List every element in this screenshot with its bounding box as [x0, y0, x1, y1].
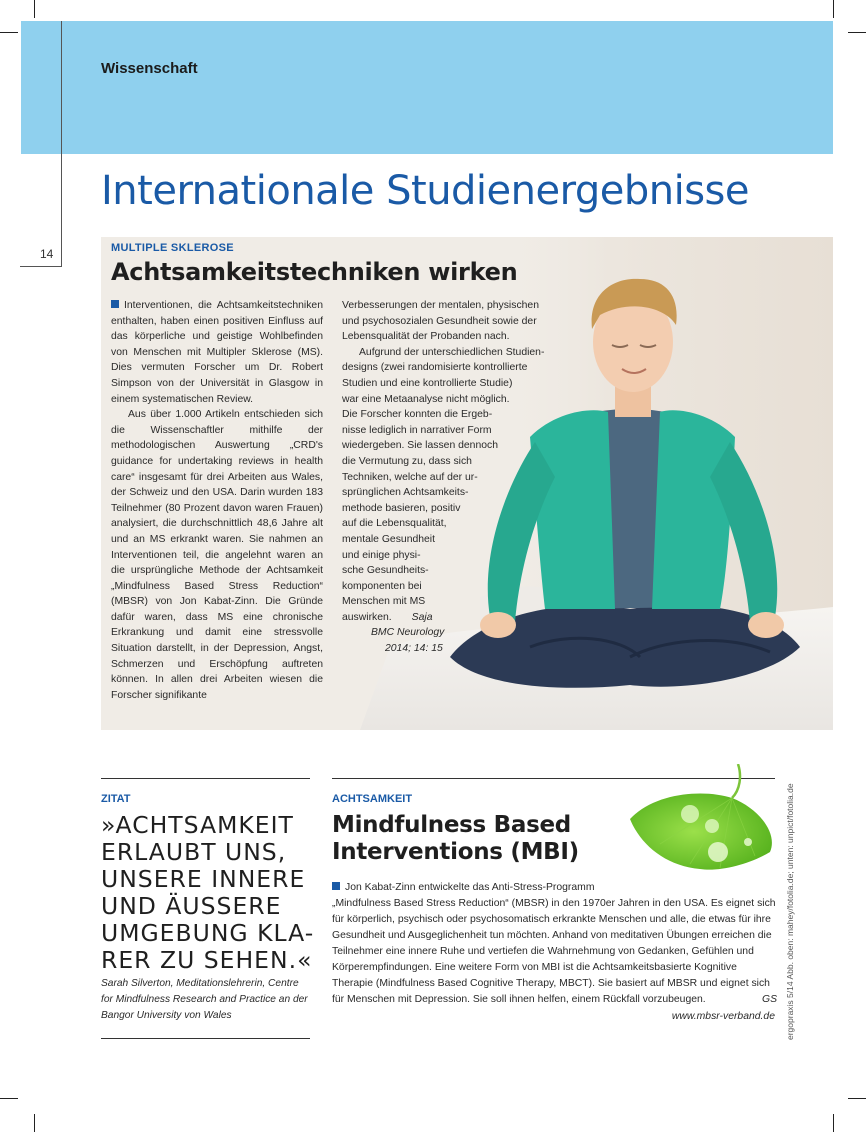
ms-col2-line: die Vermutung zu, dass sich [342, 455, 472, 467]
ms-col2-line: designs (zwei randomisierte kontrollierte [342, 362, 528, 374]
ms-col2-line: sche Gesundheits- [342, 565, 429, 577]
mbi-headline-line-2: Interventions (MBI) [332, 839, 579, 865]
quote-text: »ACHTSAMKEIT ERLAUBT UNS, UNSERE INNERE UND ÄUSSERE UMGEBUNG KLA-RER ZU SEHEN.« [101, 811, 315, 974]
section-label: Wissenschaft [101, 60, 198, 77]
mbi-headline-line-1: Mindfulness Based [332, 812, 571, 838]
citation-journal: BMC Neurology [371, 627, 445, 639]
page-number-rule [20, 266, 62, 267]
margin-rule [61, 21, 62, 266]
ms-col2-line: und einige physi- [342, 549, 421, 561]
ms-col2-line: Lebensqualität der Probanden nach. [342, 331, 510, 343]
ms-col2-last-line: auswirken. [342, 611, 392, 623]
crop-mark [848, 1098, 866, 1099]
ms-column-2 [342, 298, 554, 657]
bullet-square-icon [332, 882, 340, 890]
mbi-body-first-line [332, 880, 777, 896]
ms-col2-line: Studien und eine kontrollierte Studie) [342, 377, 513, 389]
crop-mark [34, 0, 35, 18]
quote-top-rule [101, 778, 310, 779]
ms-col2-line: komponenten bei [342, 580, 422, 592]
ms-col2-line: auf die Lebensqualität, [342, 518, 447, 530]
citation-issue: 2014; 14: 15 [385, 643, 443, 655]
quote-kicker: ZITAT [101, 793, 131, 805]
ms-paragraph-1-text: Interventionen, die Achtsamkeitstechniken enthalten, haben einen positiven Einfluss auf das körperliche und geistige Wohlbefinden von Menschen mit Multipler Sklerose (MS). Dies vermuten Forscher um Dr. Robert Simpson von der Universität in Glasgow in einem systematischen Review. [111, 300, 323, 405]
side-credit: ergopraxis 5/14 Abb. oben: mahey/fotolia.de; unten: unpict/fotolia.de [785, 783, 795, 1040]
crop-mark [848, 32, 866, 33]
ms-col2-line: Die Forscher konnten die Ergeb- [342, 409, 493, 421]
mbi-kicker: ACHTSAMKEIT [332, 793, 413, 805]
quote-bottom-rule [101, 1038, 310, 1039]
ms-col2-line: Aufgrund der unterschiedlichen Studien- [359, 346, 545, 358]
ginkgo-leaf-image [620, 764, 782, 874]
ms-col2-line [342, 610, 554, 626]
ms-col2-line: Techniken, welche auf der ur- [342, 471, 478, 483]
citation-author: Saja [411, 611, 433, 623]
mbi-body-text [332, 896, 777, 1008]
ms-col2-line: war eine Metaanalyse nicht möglich. [342, 393, 510, 405]
bullet-square-icon [111, 300, 119, 308]
ms-headline: Achtsamkeitstechniken wirken [111, 258, 518, 286]
crop-mark [34, 1114, 35, 1132]
crop-mark [833, 1114, 834, 1132]
ms-col2-line: nisse lediglich in narrativer Form [342, 424, 492, 436]
mbi-signature: GS [761, 994, 777, 1005]
ms-col2-line: mentale Gesundheit [342, 533, 435, 545]
mbi-body-paragraph: „Mindfulness Based Stress Reduction“ (MBSR) in den 1970er Jahren in den USA. Es eignet sich für körperlich, psychisch oder psychosomatisch erkrankte Menschen und alle, die etwas für ihre Gesundheit und Ausgeglichenheit tun möchten. Anhand von meditativen Übungen erreichen die Teilnehmer eine innere Ruhe und vertiefen die Wahrnehmung von Gedanken, Gefühlen und Körperempfindungen. Eine weitere Form von MBI ist die Achtsamkeitsbasierte Kognitive Therapie (Mindfulness Based Cognitive Therapy, MBCT). Sie basiert auf MBSR und eignet sich für Menschen mit Depression. Sie soll ihnen helfen, einem Rückfall vorzubeugen. [332, 898, 776, 1005]
crop-mark [833, 0, 834, 18]
ms-column-1 [111, 298, 323, 703]
ms-paragraph-1 [111, 298, 323, 407]
ms-col2-line: methode basieren, positiv [342, 502, 461, 514]
ms-col2-line: Verbesserungen der mentalen, physischen [342, 300, 539, 311]
page-title: Internationale Studienergebnisse [101, 168, 750, 214]
ms-col2-line: sprünglichen Achtsamkeits- [342, 487, 469, 499]
mbi-source-url: www.mbsr-verband.de [671, 1011, 775, 1022]
header-band [21, 21, 833, 154]
crop-mark [0, 32, 18, 33]
mbi-headline [332, 812, 579, 866]
mbi-body [332, 880, 777, 1008]
ms-col2-line: Menschen mit MS [342, 596, 426, 608]
crop-mark [0, 1098, 18, 1099]
ms-col2-line: wiedergeben. Sie lassen dennoch [342, 440, 498, 452]
quote-source: Sarah Silverton, Meditationslehrerin, Centre for Mindfulness Research and Practice an der Bangor University von Wales [101, 978, 308, 1021]
page-number: 14 [40, 247, 54, 261]
ms-kicker: MULTIPLE SKLEROSE [111, 242, 234, 254]
ms-col2-line: und psychosozialen Gesundheit sowie der [342, 315, 537, 327]
mbi-body-first-text: Jon Kabat-Zinn entwickelte das Anti-Stress-Programm [345, 882, 595, 893]
ms-paragraph-2: Aus über 1.000 Artikeln entschieden sich die Wissenschaftler mithilfe der methodologischen Auswertung „CRD's guidance for undertaking reviews in health care“ insgesamt für drei Arbeiten aus Wales, der Schweiz und den USA. Darin wurden 183 Teilnehmer (80 Prozent davon waren Frauen) analysiert, die durchschnittlich 48,6 Jahre alt und an MS erkrankt waren. Sie nahmen an Interventionen teil, die angelehnt waren an die ursprüngliche Methode der Achtsamkeit „Mindfulness Based Stress Reduction“ (MBSR) von Jon Kabat-Zinn. Die Gründe dafür waren, dass MS eine chronische Erkrankung und damit eine stressvolle Situation darstellt, in der Depression, Angst, Schmerzen und Erschöpfung auftreten können. In allen drei Arbeiten wiesen die Forscher signifikante [111, 409, 323, 701]
